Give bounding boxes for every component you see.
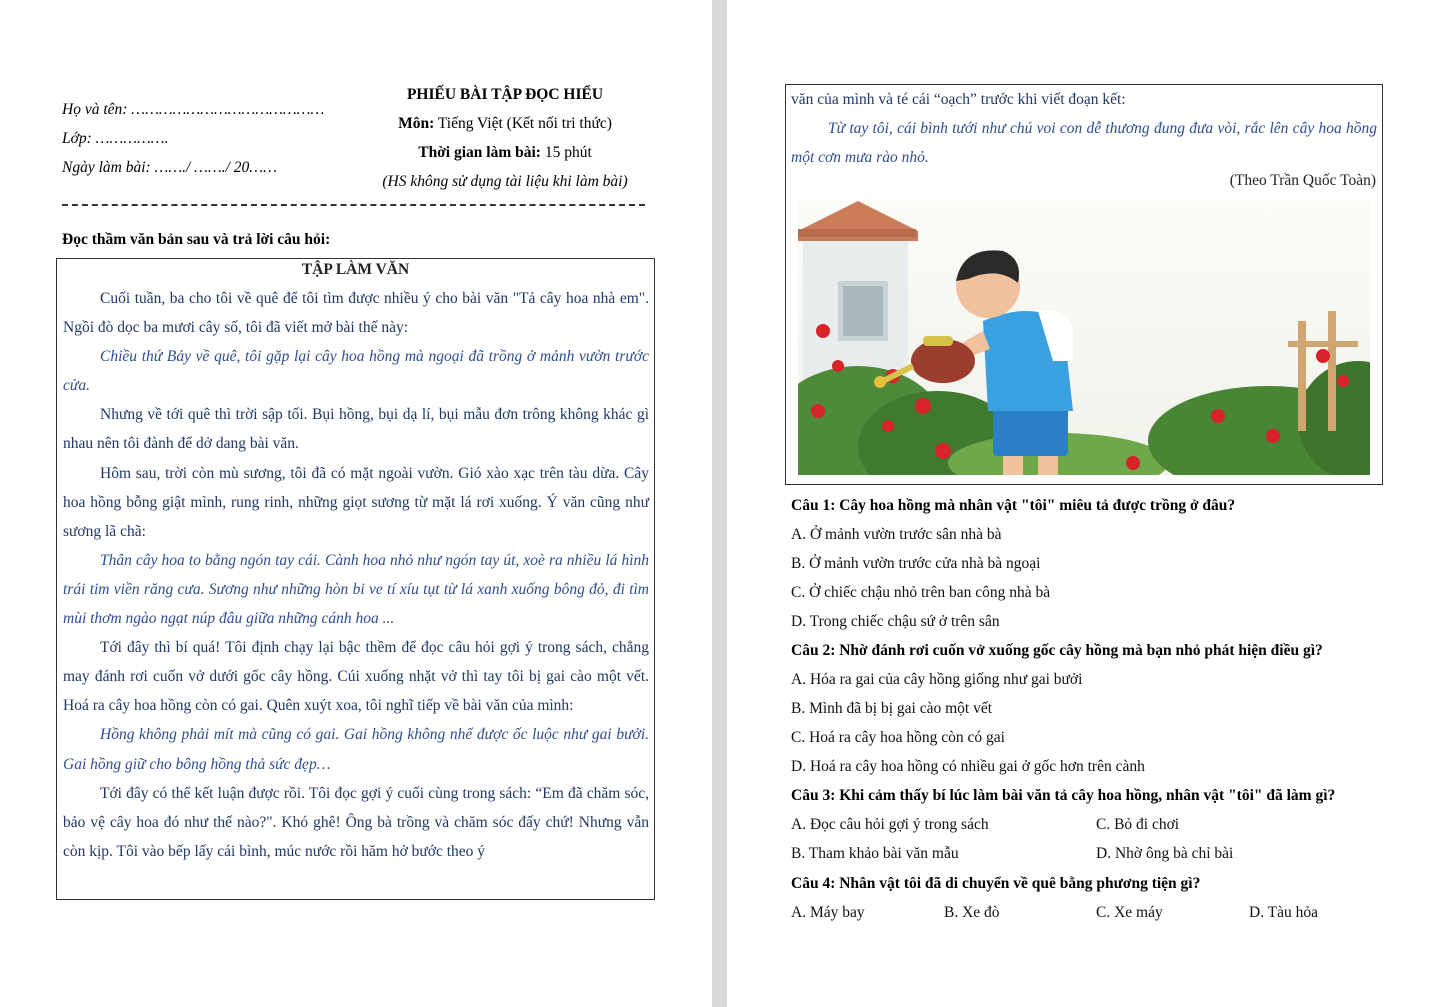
passage-paragraph: Cuối tuần, ba cho tôi về quê để tôi tìm được nhiều ý cho bài văn "Tả cây hoa nhà em". Ngồi đò dọc ba mươi cây số, tôi đã viết mở bài thế này: — [63, 290, 649, 337]
boy-watering-roses-illustration — [798, 201, 1370, 475]
question-4-option-a[interactable]: A. Máy bay — [791, 904, 865, 921]
question-2-option-b[interactable]: B. Mình đã bị bị gai cào một vết — [791, 700, 993, 717]
page-gutter — [712, 0, 727, 1007]
question-1-option-b[interactable]: B. Ở mảnh vườn trước cửa nhà bà ngoại — [791, 555, 1041, 572]
class-line: Lớp: ……………. — [62, 130, 169, 147]
question-3: Câu 3: Khi cảm thấy bí lúc làm bài văn tả cây hoa hồng, nhân vật "tôi" đã làm gì? — [791, 787, 1336, 804]
passage-paragraph: Hồng không phải mít mà cũng có gai. Gai hồng không nhể được ốc luộc như gai bưởi. Gai hồng giữ cho bông hồng thả sức đẹp… — [63, 726, 649, 773]
page-left — [0, 0, 712, 1007]
question-1: Câu 1: Cây hoa hồng mà nhân vật "tôi" miêu tả được trồng ở đâu? — [791, 497, 1236, 514]
attribution: (Theo Trần Quốc Toàn) — [1229, 172, 1376, 189]
instruction: Đọc thầm văn bản sau và trả lời câu hỏi: — [62, 231, 331, 248]
passage-paragraph: Từ tay tôi, cái bình tưới như chú voi con dễ thương đung đưa vòi, rắc lên cây hoa hồng một cơn mưa rào nhỏ. — [791, 120, 1377, 167]
passage-box — [56, 258, 655, 900]
time-line — [365, 144, 645, 162]
question-2: Câu 2: Nhờ đánh rơi cuốn vở xuống gốc cây hồng mà bạn nhỏ phát hiện điều gì? — [791, 642, 1323, 659]
subject-label: Môn: — [398, 115, 435, 132]
question-3-option-b[interactable]: B. Tham khảo bài văn mẫu — [791, 845, 959, 862]
date-line: Ngày làm bài: ……./ ……./ 20…… — [62, 159, 277, 176]
passage-paragraph: văn của mình và té cái “oạch” trước khi viết đoạn kết: — [791, 91, 1126, 108]
passage-paragraph: Tới đây thì bí quá! Tôi định chạy lại bậc thềm để đọc câu hỏi gợi ý trong sách, chẳng may đánh rơi cuốn vở dưới gốc cây hồng. Cúi xuống nhặt vở thì tay tôi bị gai cào một vết. Hoá ra cây hoa hồng còn có gai. Quên xuýt xoa, tôi nghĩ tiếp về bài văn của mình: — [63, 639, 649, 715]
passage-text — [63, 284, 649, 866]
passage-title: TẬP LÀM VĂN — [301, 261, 410, 278]
question-4: Câu 4: Nhân vật tôi đã di chuyển về quê bằng phương tiện gì? — [791, 875, 1201, 892]
question-2-option-a[interactable]: A. Hóa ra gai của cây hồng giống như gai bưởi — [791, 671, 1083, 688]
passage-paragraph: Hôm sau, trời còn mù sương, tôi đã có mặt ngoài vườn. Gió xào xạc trên tàu dừa. Cây hoa hồng bỗng giật mình, rung rinh, những giọt sương từ mặt lá rơi xuống. Ý văn cũng như sương lã chã: — [63, 464, 649, 540]
question-2-option-c[interactable]: C. Hoá ra cây hoa hồng còn có gai — [791, 729, 1005, 746]
question-3-option-d[interactable]: D. Nhờ ông bà chỉ bài — [1096, 845, 1234, 862]
worksheet-note: (HS không sử dụng tài liệu khi làm bài) — [382, 173, 628, 190]
time-label: Thời gian làm bài: — [418, 144, 541, 161]
name-line: Họ và tên: …………………………………… — [62, 101, 325, 118]
dashed-divider — [62, 204, 645, 206]
question-1-option-d[interactable]: D. Trong chiếc chậu sứ ở trên sân — [791, 613, 1000, 630]
subject-value: Tiếng Việt (Kết nối tri thức) — [437, 115, 612, 132]
worksheet-title: PHIẾU BÀI TẬP ĐỌC HIỂU — [406, 86, 604, 103]
question-3-option-c[interactable]: C. Bỏ đi chơi — [1096, 816, 1180, 833]
question-3-option-a[interactable]: A. Đọc câu hỏi gợi ý trong sách — [791, 816, 989, 833]
question-4-option-b[interactable]: B. Xe đò — [944, 904, 1000, 921]
passage-paragraph: Chiều thứ Bảy về quê, tôi gặp lại cây hoa hồng mà ngoại đã trồng ở mảnh vườn trước cửa. — [63, 348, 649, 395]
passage-paragraph: Nhưng về tới quê thì trời sập tối. Bụi hồng, bụi dạ lí, bụi mẫu đơn trông không khác gì nhau nên tôi đành để dở dang bài văn. — [63, 406, 649, 453]
passage-continuation-text — [791, 85, 1377, 172]
question-1-option-c[interactable]: C. Ở chiếc chậu nhỏ trên ban công nhà bà — [791, 584, 1051, 601]
question-4-option-c[interactable]: C. Xe máy — [1096, 904, 1163, 921]
question-2-option-d[interactable]: D. Hoá ra cây hoa hồng có nhiều gai ở gốc hơn trên cành — [791, 758, 1145, 775]
passage-paragraph: Thân cây hoa to bằng ngón tay cái. Cành hoa nhỏ như ngón tay út, xoè ra nhiều lá hình trái tim viền răng cưa. Sương như những hòn bi ve tí xíu tụt từ lá xanh xuống bông đỏ, đi tìm mùi thơm ngào ngạt núp đâu giữa những cánh hoa ... — [63, 551, 649, 628]
question-4-option-d[interactable]: D. Tàu hỏa — [1249, 904, 1319, 921]
subject-line — [365, 115, 645, 133]
passage-paragraph: Tới đây có thể kết luận được rồi. Tôi đọc gợi ý cuối cùng trong sách: “Em đã chăm sóc, bảo vệ cây hoa đó như thế nào?". Khó ghê! Ông bà trồng và chăm sóc đấy chứ! Nhưng vẫn còn kịp. Tôi vào bếp lấy cái bình, múc nước rồi hăm hở bước theo ý — [63, 784, 649, 860]
question-1-option-a[interactable]: A. Ở mảnh vườn trước sân nhà bà — [791, 526, 1002, 543]
passage-continuation-box — [785, 84, 1383, 485]
time-value: 15 phút — [544, 144, 592, 161]
